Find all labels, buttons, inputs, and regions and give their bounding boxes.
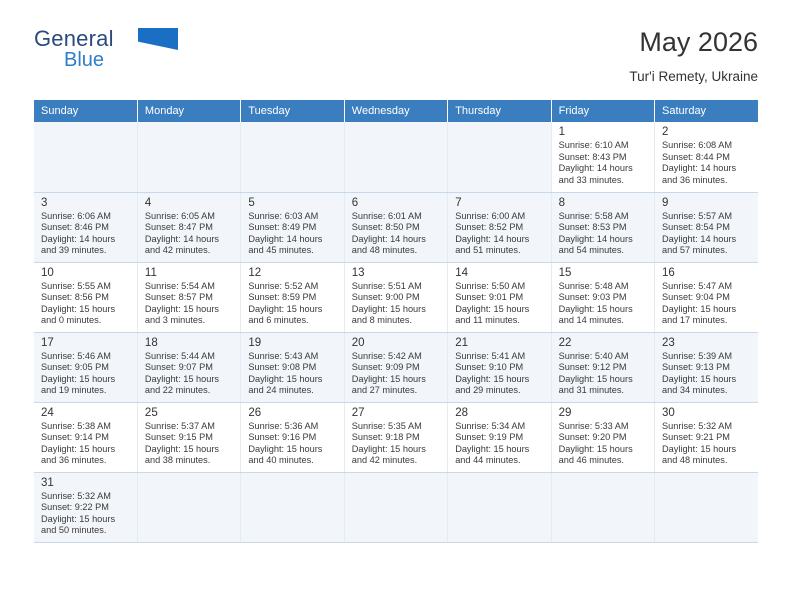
daylight-text-line2: and 48 minutes.: [662, 455, 728, 466]
daylight-text-line1: Daylight: 14 hours: [41, 233, 116, 244]
sunrise-text: Sunrise: 5:37 AM: [144, 420, 215, 431]
day-number: 9: [662, 196, 669, 209]
calendar-day-cell[interactable]: [551, 262, 654, 332]
sunset-text: Sunset: 8:59 PM: [248, 292, 317, 303]
calendar-cell-empty: [241, 472, 344, 542]
day-sun-info: [662, 140, 753, 186]
calendar-day-cell[interactable]: [137, 192, 240, 262]
day-number: 23: [662, 336, 675, 349]
page-title: May 2026: [639, 27, 758, 57]
sunset-text: Sunset: 9:18 PM: [351, 432, 420, 443]
day-number: 10: [41, 266, 54, 279]
daylight-text-line1: Daylight: 15 hours: [351, 303, 426, 314]
day-sun-info: [41, 491, 132, 537]
calendar-day-cell[interactable]: [655, 122, 758, 192]
day-sun-info: [559, 421, 649, 467]
sunrise-text: Sunrise: 6:06 AM: [41, 210, 111, 221]
calendar-cell-empty: [344, 122, 447, 192]
daylight-text-line1: Daylight: 15 hours: [662, 443, 737, 454]
day-sun-info: [352, 421, 442, 467]
sunset-text: Sunset: 9:15 PM: [144, 432, 213, 443]
sunset-text: Sunset: 8:54 PM: [662, 222, 730, 233]
daylight-text-line1: Daylight: 15 hours: [248, 303, 323, 314]
day-sun-info: [41, 351, 132, 397]
calendar-week-row: [34, 192, 758, 262]
sunrise-text: Sunrise: 5:42 AM: [351, 350, 422, 361]
sunset-text: Sunset: 9:16 PM: [248, 432, 317, 443]
daylight-text-line2: and 51 minutes.: [455, 245, 521, 256]
daylight-text-line2: and 42 minutes.: [351, 455, 418, 466]
daylight-text-line2: and 8 minutes.: [351, 315, 413, 326]
calendar-week-row: [34, 332, 758, 402]
calendar-day-cell[interactable]: [344, 402, 447, 472]
calendar-cell-empty: [448, 122, 551, 192]
day-number: 5: [248, 196, 255, 209]
day-sun-info: [248, 351, 338, 397]
day-sun-info: [145, 281, 235, 327]
day-number: 3: [41, 196, 48, 209]
sunset-text: Sunset: 9:19 PM: [455, 432, 524, 443]
day-sun-info: [145, 351, 235, 397]
daylight-text-line2: and 57 minutes.: [662, 245, 728, 256]
day-sun-info: [559, 351, 649, 397]
day-number: 29: [558, 406, 572, 419]
sunrise-text: Sunrise: 5:54 AM: [144, 280, 215, 291]
day-sun-info: [662, 421, 753, 467]
calendar-day-cell[interactable]: [241, 262, 344, 332]
daylight-text-line1: Daylight: 15 hours: [248, 443, 323, 454]
calendar-day-cell[interactable]: [137, 402, 240, 472]
day-sun-info: [41, 421, 132, 467]
daylight-text-line1: Daylight: 15 hours: [41, 373, 116, 384]
day-number: 12: [248, 266, 262, 279]
sunrise-text: Sunrise: 5:55 AM: [41, 280, 111, 291]
sunrise-text: Sunrise: 6:05 AM: [144, 210, 215, 221]
calendar-cell-empty: [344, 472, 447, 542]
day-number: 7: [455, 196, 462, 209]
daylight-text-line2: and 27 minutes.: [351, 385, 418, 396]
day-sun-info: [352, 281, 442, 327]
weekday-header-sunday: Sunday: [34, 100, 137, 122]
daylight-text-line1: Daylight: 15 hours: [455, 303, 530, 314]
day-number: 6: [351, 196, 359, 209]
calendar-day-cell[interactable]: [655, 192, 758, 262]
daylight-text-line1: Daylight: 15 hours: [248, 373, 323, 384]
weekday-header-row: [34, 100, 758, 122]
daylight-text-line1: Daylight: 14 hours: [662, 163, 737, 174]
daylight-text-line2: and 22 minutes.: [144, 385, 211, 396]
sunset-text: Sunset: 9:13 PM: [662, 362, 730, 373]
sunset-text: Sunset: 9:08 PM: [248, 362, 317, 373]
sunrise-text: Sunrise: 5:58 AM: [558, 210, 629, 221]
daylight-text-line2: and 36 minutes.: [41, 455, 107, 466]
sunrise-text: Sunrise: 5:48 AM: [558, 280, 629, 291]
sunset-text: Sunset: 9:05 PM: [41, 362, 109, 373]
daylight-text-line2: and 0 minutes.: [41, 315, 102, 326]
daylight-text-line1: Daylight: 15 hours: [41, 513, 116, 524]
sunrise-text: Sunrise: 5:47 AM: [662, 280, 732, 291]
calendar-cell-empty: [551, 472, 654, 542]
day-sun-info: [41, 281, 132, 327]
day-number: 14: [455, 266, 468, 279]
calendar-week-row: [34, 472, 758, 542]
sunset-text: Sunset: 8:56 PM: [41, 292, 109, 303]
location-subtitle: Tur'i Remety, Ukraine: [629, 68, 758, 84]
calendar-cell-empty: [448, 472, 551, 542]
daylight-text-line2: and 48 minutes.: [351, 245, 418, 256]
daylight-text-line1: Daylight: 15 hours: [144, 443, 219, 454]
calendar-day-cell[interactable]: [137, 262, 240, 332]
sunrise-text: Sunrise: 5:43 AM: [248, 350, 319, 361]
sunrise-text: Sunrise: 5:35 AM: [351, 420, 422, 431]
day-number: 31: [41, 476, 54, 489]
sunset-text: Sunset: 8:43 PM: [558, 151, 627, 162]
calendar-day-cell[interactable]: [448, 192, 551, 262]
sunset-text: Sunset: 8:46 PM: [41, 222, 109, 233]
sunset-text: Sunset: 8:53 PM: [558, 222, 627, 233]
day-sun-info: [248, 211, 338, 257]
sunset-text: Sunset: 8:57 PM: [144, 292, 213, 303]
day-number: 28: [455, 406, 468, 419]
daylight-text-line1: Daylight: 15 hours: [41, 443, 116, 454]
calendar-day-cell[interactable]: [137, 332, 240, 402]
daylight-text-line2: and 17 minutes.: [662, 315, 728, 326]
daylight-text-line2: and 34 minutes.: [662, 385, 728, 396]
daylight-text-line2: and 42 minutes.: [144, 245, 211, 256]
daylight-text-line1: Daylight: 15 hours: [558, 303, 633, 314]
sunset-text: Sunset: 8:50 PM: [351, 222, 420, 233]
calendar-cell-empty: [34, 122, 137, 192]
day-number: 16: [662, 266, 675, 279]
daylight-text-line2: and 38 minutes.: [144, 455, 211, 466]
daylight-text-line2: and 31 minutes.: [558, 385, 624, 396]
daylight-text-line1: Daylight: 15 hours: [351, 373, 426, 384]
logo-text-general: General: [34, 26, 114, 51]
calendar-day-cell[interactable]: [344, 192, 447, 262]
day-sun-info: [455, 351, 545, 397]
calendar-cell-empty: [655, 472, 758, 542]
sunset-text: Sunset: 9:20 PM: [558, 432, 627, 443]
sunrise-text: Sunrise: 5:32 AM: [662, 420, 732, 431]
daylight-text-line2: and 45 minutes.: [248, 245, 314, 256]
daylight-text-line1: Daylight: 15 hours: [662, 303, 737, 314]
daylight-text-line2: and 11 minutes.: [455, 315, 520, 326]
day-number: 4: [144, 196, 152, 209]
day-sun-info: [559, 281, 649, 327]
calendar-day-cell[interactable]: [551, 402, 654, 472]
weekday-header-tuesday: Tuesday: [241, 100, 344, 122]
sunrise-text: Sunrise: 6:01 AM: [351, 210, 422, 221]
sunrise-text: Sunrise: 5:52 AM: [248, 280, 319, 291]
sunrise-text: Sunrise: 5:36 AM: [248, 420, 319, 431]
daylight-text-line2: and 29 minutes.: [455, 385, 521, 396]
sunrise-text: Sunrise: 6:08 AM: [662, 140, 732, 150]
day-sun-info: [41, 211, 132, 257]
calendar-day-cell[interactable]: [551, 122, 654, 192]
daylight-text-line1: Daylight: 15 hours: [144, 373, 219, 384]
sunrise-text: Sunrise: 6:00 AM: [455, 210, 526, 221]
day-sun-info: [559, 211, 649, 257]
daylight-text-line1: Daylight: 15 hours: [144, 303, 219, 314]
day-sun-info: [352, 211, 442, 257]
day-sun-info: [559, 140, 649, 186]
day-sun-info: [145, 211, 235, 257]
calendar-day-cell[interactable]: [34, 332, 137, 402]
daylight-text-line2: and 44 minutes.: [455, 455, 521, 466]
calendar-table: [34, 100, 758, 543]
title-block: [629, 26, 758, 84]
sunrise-text: Sunrise: 5:41 AM: [455, 350, 526, 361]
sunset-text: Sunset: 9:03 PM: [558, 292, 627, 303]
sunrise-text: Sunrise: 5:51 AM: [351, 280, 422, 291]
sunset-text: Sunset: 8:47 PM: [144, 222, 213, 233]
logo-text-blue: Blue: [64, 49, 105, 71]
daylight-text-line2: and 33 minutes.: [558, 174, 624, 185]
sunrise-text: Sunrise: 5:57 AM: [662, 210, 732, 221]
day-number: 20: [351, 336, 365, 349]
day-number: 30: [662, 406, 675, 419]
day-sun-info: [662, 211, 753, 257]
sunset-text: Sunset: 9:10 PM: [455, 362, 524, 373]
general-blue-logo[interactable]: [34, 26, 234, 82]
daylight-text-line2: and 36 minutes.: [662, 174, 728, 185]
sunrise-text: Sunrise: 5:33 AM: [558, 420, 629, 431]
daylight-text-line2: and 24 minutes.: [248, 385, 314, 396]
daylight-text-line1: Daylight: 14 hours: [662, 233, 737, 244]
day-number: 17: [41, 336, 54, 349]
calendar-day-cell[interactable]: [34, 262, 137, 332]
calendar-week-row: [34, 122, 758, 192]
sunrise-text: Sunrise: 5:50 AM: [455, 280, 526, 291]
calendar-week-row: [34, 402, 758, 472]
calendar-day-cell[interactable]: [655, 402, 758, 472]
calendar-week-row: [34, 262, 758, 332]
daylight-text-line1: Daylight: 15 hours: [351, 443, 426, 454]
calendar-day-cell[interactable]: [344, 262, 447, 332]
daylight-text-line1: Daylight: 14 hours: [558, 163, 633, 174]
sunrise-text: Sunrise: 5:32 AM: [41, 490, 111, 501]
day-number: 21: [455, 336, 468, 349]
daylight-text-line2: and 6 minutes.: [248, 315, 309, 326]
daylight-text-line2: and 3 minutes.: [144, 315, 206, 326]
daylight-text-line2: and 19 minutes.: [41, 385, 107, 396]
calendar-day-cell[interactable]: [655, 332, 758, 402]
calendar-cell-empty: [241, 122, 344, 192]
daylight-text-line2: and 40 minutes.: [248, 455, 314, 466]
daylight-text-line2: and 39 minutes.: [41, 245, 107, 256]
calendar-day-cell[interactable]: [551, 192, 654, 262]
day-sun-info: [455, 211, 545, 257]
day-number: 15: [558, 266, 572, 279]
day-sun-info: [455, 281, 545, 327]
sunrise-text: Sunrise: 5:40 AM: [558, 350, 629, 361]
weekday-header-saturday: Saturday: [655, 100, 758, 122]
daylight-text-line2: and 50 minutes.: [41, 525, 107, 536]
daylight-text-line1: Daylight: 15 hours: [41, 303, 116, 314]
sunset-text: Sunset: 9:00 PM: [351, 292, 420, 303]
calendar-day-cell[interactable]: [34, 402, 137, 472]
page-header: [34, 26, 758, 88]
daylight-text-line1: Daylight: 15 hours: [558, 443, 633, 454]
sunset-text: Sunset: 9:22 PM: [41, 502, 109, 513]
daylight-text-line2: and 46 minutes.: [558, 455, 624, 466]
daylight-text-line1: Daylight: 15 hours: [455, 443, 530, 454]
day-sun-info: [662, 351, 753, 397]
sunrise-text: Sunrise: 5:39 AM: [662, 350, 732, 361]
calendar-day-cell[interactable]: [448, 402, 551, 472]
calendar-cell-empty: [137, 122, 240, 192]
day-number: 8: [558, 196, 566, 209]
calendar-body: [34, 122, 758, 542]
calendar-day-cell[interactable]: [241, 192, 344, 262]
sunset-text: Sunset: 8:49 PM: [248, 222, 317, 233]
sunset-text: Sunset: 9:07 PM: [144, 362, 213, 373]
sunrise-text: Sunrise: 5:44 AM: [144, 350, 215, 361]
weekday-header-thursday: Thursday: [448, 100, 551, 122]
calendar-day-cell[interactable]: [241, 332, 344, 402]
day-number: 18: [144, 336, 158, 349]
sunset-text: Sunset: 9:21 PM: [662, 432, 730, 443]
weekday-header-monday: Monday: [137, 100, 240, 122]
day-number: 2: [662, 126, 669, 138]
flag-icon: [138, 28, 178, 50]
calendar-day-cell[interactable]: [34, 472, 137, 542]
daylight-text-line2: and 14 minutes.: [558, 315, 624, 326]
day-number: 26: [248, 406, 262, 419]
daylight-text-line1: Daylight: 14 hours: [455, 233, 530, 244]
sunset-text: Sunset: 9:14 PM: [41, 432, 109, 443]
daylight-text-line1: Daylight: 15 hours: [662, 373, 737, 384]
sunset-text: Sunset: 8:44 PM: [662, 151, 730, 162]
day-number: 25: [144, 406, 158, 419]
day-sun-info: [352, 351, 442, 397]
daylight-text-line1: Daylight: 14 hours: [248, 233, 323, 244]
calendar-day-cell[interactable]: [448, 262, 551, 332]
day-sun-info: [248, 421, 338, 467]
calendar-day-cell[interactable]: [34, 192, 137, 262]
day-number: 24: [41, 406, 54, 419]
sunrise-text: Sunrise: 6:10 AM: [558, 140, 629, 150]
calendar-day-cell[interactable]: [241, 402, 344, 472]
daylight-text-line1: Daylight: 14 hours: [144, 233, 219, 244]
day-sun-info: [145, 421, 235, 467]
sunrise-text: Sunrise: 6:03 AM: [248, 210, 319, 221]
calendar-day-cell[interactable]: [655, 262, 758, 332]
calendar-day-cell[interactable]: [551, 332, 654, 402]
day-number: 13: [351, 266, 365, 279]
day-sun-info: [662, 281, 753, 327]
sunrise-text: Sunrise: 5:34 AM: [455, 420, 526, 431]
sunset-text: Sunset: 8:52 PM: [455, 222, 524, 233]
daylight-text-line1: Daylight: 15 hours: [455, 373, 530, 384]
day-number: 27: [351, 406, 365, 419]
sunrise-text: Sunrise: 5:38 AM: [41, 420, 111, 431]
day-number: 11: [144, 266, 157, 279]
daylight-text-line1: Daylight: 14 hours: [351, 233, 426, 244]
sunset-text: Sunset: 9:12 PM: [558, 362, 627, 373]
sunset-text: Sunset: 9:04 PM: [662, 292, 730, 303]
daylight-text-line1: Daylight: 14 hours: [558, 233, 633, 244]
daylight-text-line1: Daylight: 15 hours: [558, 373, 633, 384]
sunrise-text: Sunrise: 5:46 AM: [41, 350, 111, 361]
weekday-header-wednesday: Wednesday: [344, 100, 447, 122]
sunset-text: Sunset: 9:09 PM: [351, 362, 420, 373]
calendar-cell-empty: [137, 472, 240, 542]
calendar-day-cell[interactable]: [344, 332, 447, 402]
day-number: 19: [248, 336, 262, 349]
weekday-header-friday: Friday: [551, 100, 654, 122]
day-sun-info: [248, 281, 338, 327]
sunset-text: Sunset: 9:01 PM: [455, 292, 524, 303]
daylight-text-line2: and 54 minutes.: [558, 245, 624, 256]
day-number: 22: [558, 336, 572, 349]
calendar-day-cell[interactable]: [448, 332, 551, 402]
day-sun-info: [455, 421, 545, 467]
day-number: 1: [558, 126, 566, 138]
